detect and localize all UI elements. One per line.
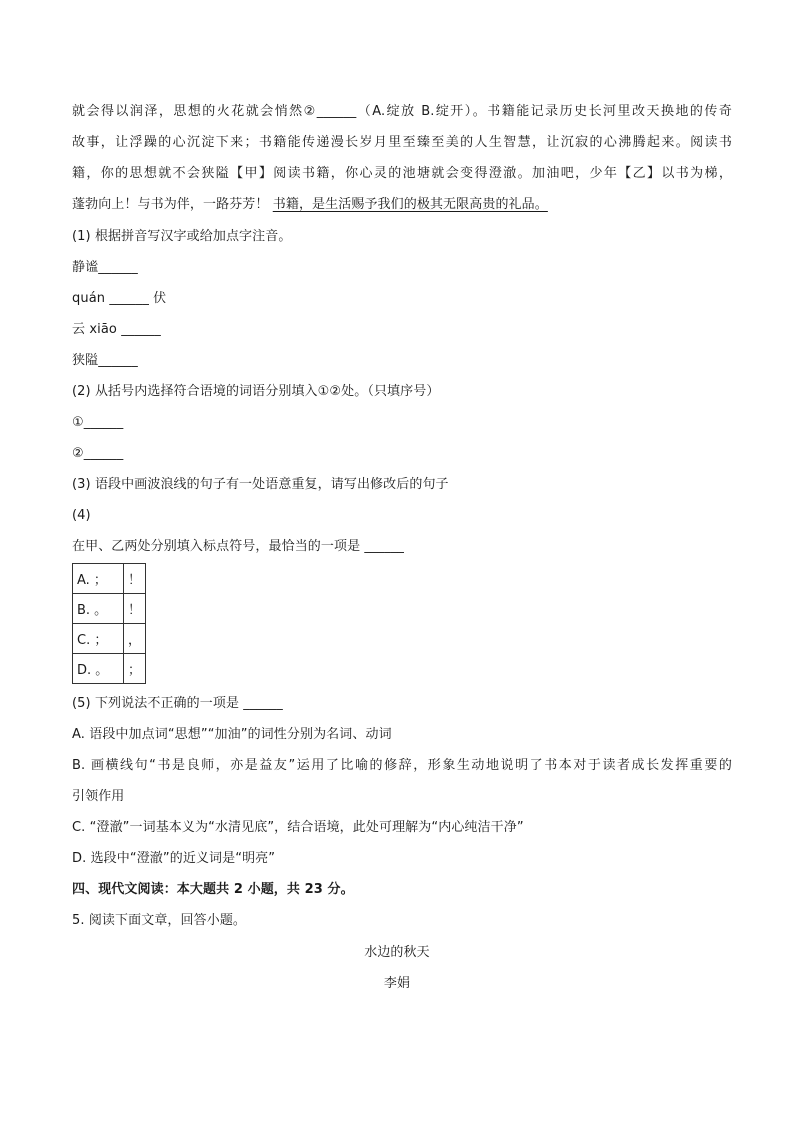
- option-cell: B. 。: [73, 594, 124, 624]
- option-cell: D. 。: [73, 654, 124, 684]
- q2-blank: ①______: [72, 415, 124, 430]
- section-heading: 四、现代文阅读：本大题共 2 小题，共 23 分。: [72, 882, 354, 897]
- passage-text: 蓬勃向上！与书为伴，一路芬芳！: [72, 197, 269, 212]
- option-cell: ，: [124, 624, 146, 654]
- question-1-prompt: (1) 根据拼音写汉字或给加点字注音。: [72, 229, 292, 244]
- q1-item: 狭隘______: [72, 353, 138, 368]
- q1-item: quán ______ 伏: [72, 291, 167, 306]
- option-cell: A. ；: [73, 564, 124, 594]
- option-cell: ！: [124, 594, 146, 624]
- q5-option-d: D. 选段中“澄澈”的近义词是“明亮”: [72, 851, 276, 866]
- question-2-prompt: (2) 从括号内选择符合语境的词语分别填入①②处。（只填序号）: [72, 384, 440, 399]
- question-5-prompt: (5) 下列说法不正确的一项是 ______: [72, 696, 283, 711]
- option-cell: ；: [124, 654, 146, 684]
- q5-option-b: B. 画横线句“书是良师，亦是益友”运用了比喻的修辞，形象生动地说明了书本对于读者成长发挥重要的: [72, 758, 732, 773]
- passage-line: 籍，你的思想就不会狭隘【甲】阅读书籍，你心灵的池塘就会变得澄澈。加油吧，少年【乙】以书为梯，: [72, 166, 732, 181]
- option-cell: C. ；: [73, 624, 124, 654]
- table-row: [73, 624, 146, 654]
- passage-line: 故事，让浮躁的心沉淀下来；书籍能传递漫长岁月里至臻至美的人生智慧，让沉寂的心沸腾起来。阅读书: [72, 135, 732, 150]
- passage-line: 就会得以润泽，思想的火花就会悄然②______（A.绽放 B.绽开）。书籍能记录历史长河里改天换地的传奇: [72, 104, 732, 119]
- article-author: 李娟: [383, 976, 411, 991]
- question-3-prompt: (3) 语段中画波浪线的句子有一处语意重复，请写出修改后的句子: [72, 477, 449, 492]
- q1-item: 云 xiāo ______: [72, 322, 161, 337]
- q5-option-c: C. “澄澈”一词基本义为“水清见底”，结合语境，此处可理解为“内心纯洁干净”: [72, 820, 524, 835]
- punctuation-options-table: [72, 563, 146, 684]
- wavy-sentence: 书籍，是生活赐予我们的极其无限高贵的礼品。: [272, 197, 548, 212]
- q2-blank: ②______: [72, 446, 124, 461]
- question-4-prompt: 在甲、乙两处分别填入标点符号，最恰当的一项是 ______: [72, 539, 405, 554]
- article-title: 水边的秋天: [364, 945, 430, 960]
- table-row: [73, 654, 146, 684]
- q5-option-b-cont: 引领作用: [72, 789, 125, 804]
- question-4-label: (4): [72, 508, 91, 523]
- table-row: [73, 564, 146, 594]
- table-row: [73, 594, 146, 624]
- q1-item: 静谧______: [72, 260, 138, 275]
- q5-option-a: A. 语段中加点词“思想”“加油”的词性分别为名词、动词: [72, 727, 392, 742]
- reading-intro: 5. 阅读下面文章，回答小题。: [72, 913, 247, 928]
- option-cell: ！: [124, 564, 146, 594]
- passage-line: [72, 196, 732, 214]
